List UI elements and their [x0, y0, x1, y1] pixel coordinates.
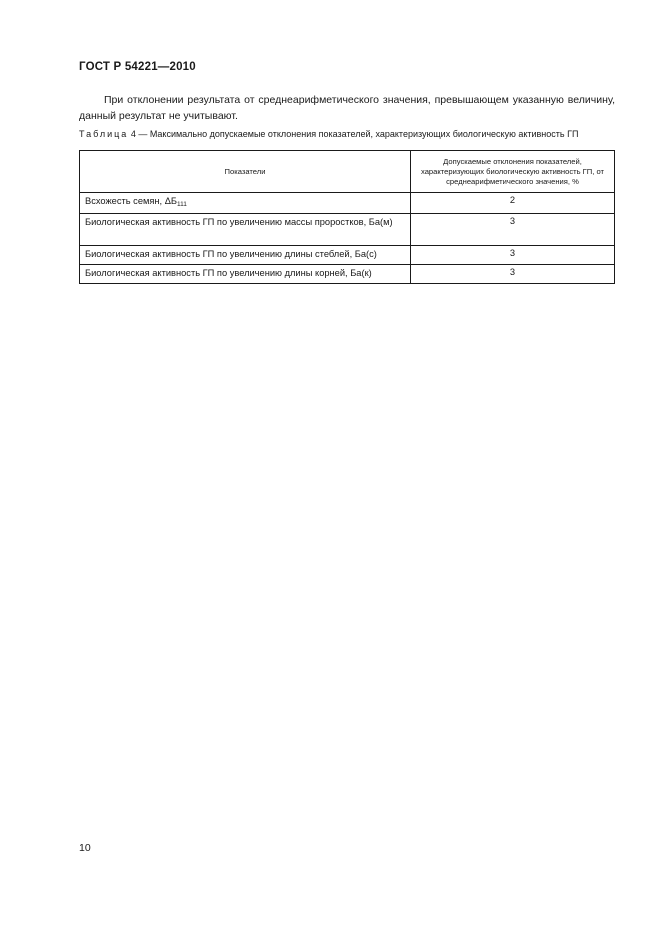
- indicator-subscript: 111: [177, 201, 187, 208]
- indicator-text: Всхожесть семян, ΔБ: [85, 196, 178, 206]
- page-number: 10: [79, 842, 91, 854]
- table-row: [80, 246, 615, 265]
- value-cell: 3: [411, 246, 615, 265]
- value-cell: 2: [411, 193, 615, 214]
- table-caption-label: Таблица: [79, 129, 129, 139]
- table-row: [80, 193, 615, 214]
- deviations-table: [79, 150, 615, 284]
- document-header: ГОСТ Р 54221—2010: [79, 61, 196, 73]
- body-paragraph: При отклонении результата от среднеарифметического значения, превышающем указанную величину, данный результат не учитывают.: [79, 94, 615, 122]
- table-header-row: [80, 151, 615, 193]
- header-deviations: Допускаемые отклонения показателей, характеризующих биологическую активность ГП, от среднеарифметического значения, %: [411, 151, 615, 193]
- table-row: [80, 265, 615, 284]
- indicator-cell: [80, 193, 411, 214]
- indicator-cell: Биологическая активность ГП по увеличению длины корней, Ба(к): [80, 265, 411, 284]
- table-row: [80, 214, 615, 246]
- table-caption-title: 4 — Максимально допускаемые отклонения показателей, характеризующих биологическую активность ГП: [130, 129, 579, 139]
- header-indicators: Показатели: [80, 151, 411, 193]
- indicator-cell: Биологическая активность ГП по увеличению длины стеблей, Ба(с): [80, 246, 411, 265]
- table-caption: [79, 129, 619, 139]
- value-cell: 3: [411, 214, 615, 246]
- indicator-cell: Биологическая активность ГП по увеличению массы проростков, Ба(м): [80, 214, 411, 246]
- value-cell: 3: [411, 265, 615, 284]
